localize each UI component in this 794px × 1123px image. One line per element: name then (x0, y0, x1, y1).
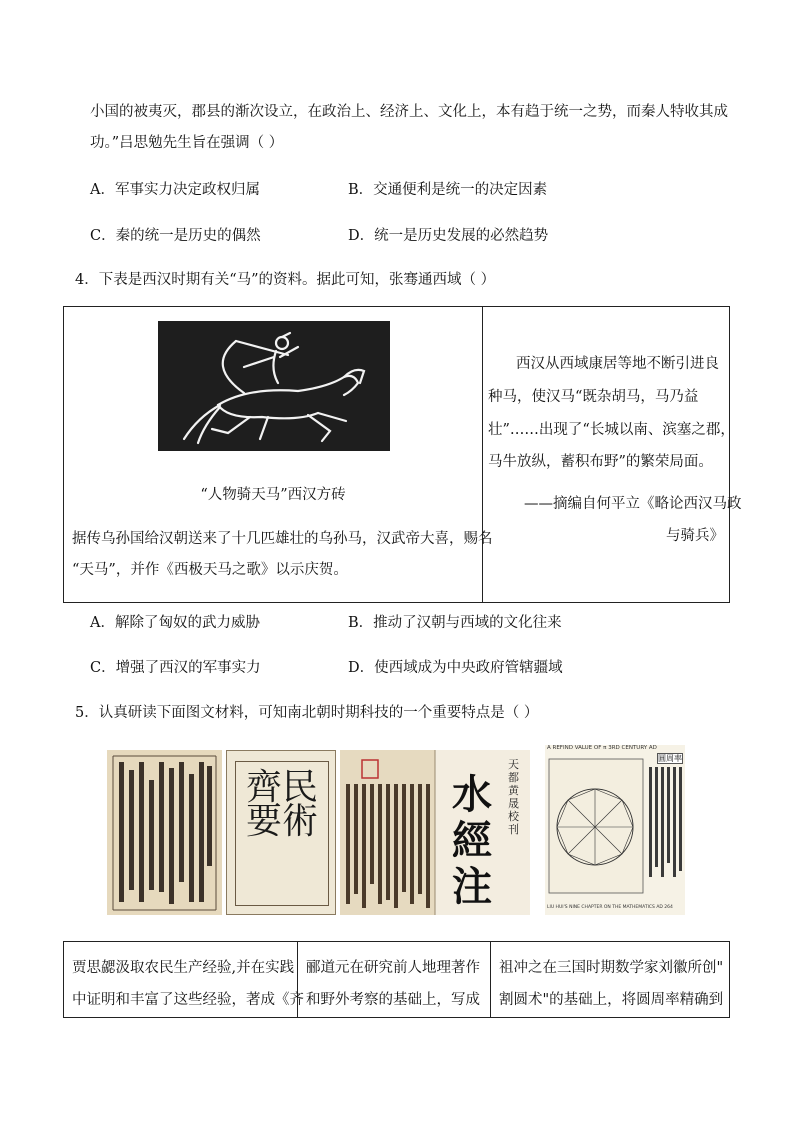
book-spread-icon (340, 750, 530, 915)
left-text-line2: “天马”，并作《西极天马之歌》以示庆贺。 (72, 562, 348, 578)
q5-material-table (63, 941, 730, 1018)
left-text-line1: 据传乌孙国给汉朝送来了十几匹雄壮的乌孙马，汉武帝大喜，赐名 (72, 531, 493, 547)
right-text-line2: 种马，使汉马“既杂胡马，马乃益 (488, 389, 699, 405)
zu-chongzhi-pi-image (545, 745, 685, 915)
q4-material-table (63, 306, 742, 603)
q5-cell3-line2: 割圆术"的基础上，将圆周率精确到 (499, 992, 724, 1008)
q5-cell3-line1: 祖冲之在三国时期数学家刘徽所创" (499, 960, 724, 976)
q3-stem-line1: 小国的被夷灭，郡县的渐次设立，在政治上、经济上、文化上，本有趋于统一之势，而秦人特收其成 (90, 104, 728, 120)
right-text-line3: 壮”……出现了“长城以南、滨塞之郡， (488, 422, 735, 438)
q5-stem: 5．认真研读下面图文材料，可知南北朝时期科技的一个重要特点是（ ） (75, 705, 539, 721)
table-divider (482, 307, 483, 602)
right-text-line1: 西汉从西域康居等地不断引进良 (516, 356, 719, 372)
qimin-yaoshu-page-image (107, 750, 222, 915)
q3-option-c[interactable]: C．秦的统一是历史的偶然 (90, 228, 261, 244)
q3-option-a[interactable]: A．军事实力决定政权归属 (90, 182, 260, 198)
pi-header-text: A REFIND VALUE OF π 3RD CENTURY AD (547, 745, 657, 751)
q4-option-b[interactable]: B．推动了汉朝与西域的文化往来 (348, 615, 562, 631)
shuijingzhu-title: 水經注 (452, 772, 492, 910)
source-line1: ——摘编自何平立《略论西汉马政 (524, 496, 742, 512)
q5-cell1-line2: 中证明和丰富了这些经验，著成《齐 (72, 992, 304, 1008)
horse-rider-icon (158, 321, 390, 451)
q3-option-b[interactable]: B．交通便利是统一的决定因素 (348, 182, 548, 198)
pi-stamp-label: 圓周率 (658, 754, 682, 763)
qimin-yaoshu-title: 齊民要術 (245, 767, 318, 842)
book-page-icon (107, 750, 222, 915)
q3-option-d[interactable]: D．统一是历史发展的必然趋势 (348, 228, 549, 244)
q5-cell2-line1: 郦道元在研究前人地理著作 (306, 960, 480, 976)
q4-stem: 4．下表是西汉时期有关“马”的资料。据此可知，张骞通西域（ ） (75, 272, 496, 288)
circle-division-diagram-icon (545, 753, 685, 903)
q4-option-c[interactable]: C．增强了西汉的军事实力 (90, 660, 261, 676)
qimin-yaoshu-cover-image (226, 750, 336, 915)
source-line2: 与骑兵》 (666, 528, 724, 544)
brick-caption: “人物骑天马”西汉方砖 (200, 487, 346, 503)
right-text-line4: 马牛放纵，蓄积布野”的繁荣局面。 (488, 454, 713, 470)
shuijingzhu-book-image (340, 750, 530, 915)
horse-rider-brick-image (158, 321, 390, 451)
q4-option-a[interactable]: A．解除了匈奴的武力威胁 (90, 615, 260, 631)
pi-footer-text: LIU HUI'S NINE CHAPTER ON THE MATHEMATICS AD 264 (547, 905, 673, 910)
q5-cell1-line1: 贾思勰汲取农民生产经验,并在实践 (72, 960, 295, 976)
q5-cell2-line2: 和野外考察的基础上，写成 (306, 992, 480, 1008)
q5-divider-2 (490, 942, 491, 1017)
shuijingzhu-side-text: 天都黄晟校刊 (508, 758, 519, 836)
q3-stem-line2: 功。”吕思勉先生旨在强调（ ） (90, 135, 284, 151)
q4-option-d[interactable]: D．使西域成为中央政府管辖疆域 (348, 660, 563, 676)
